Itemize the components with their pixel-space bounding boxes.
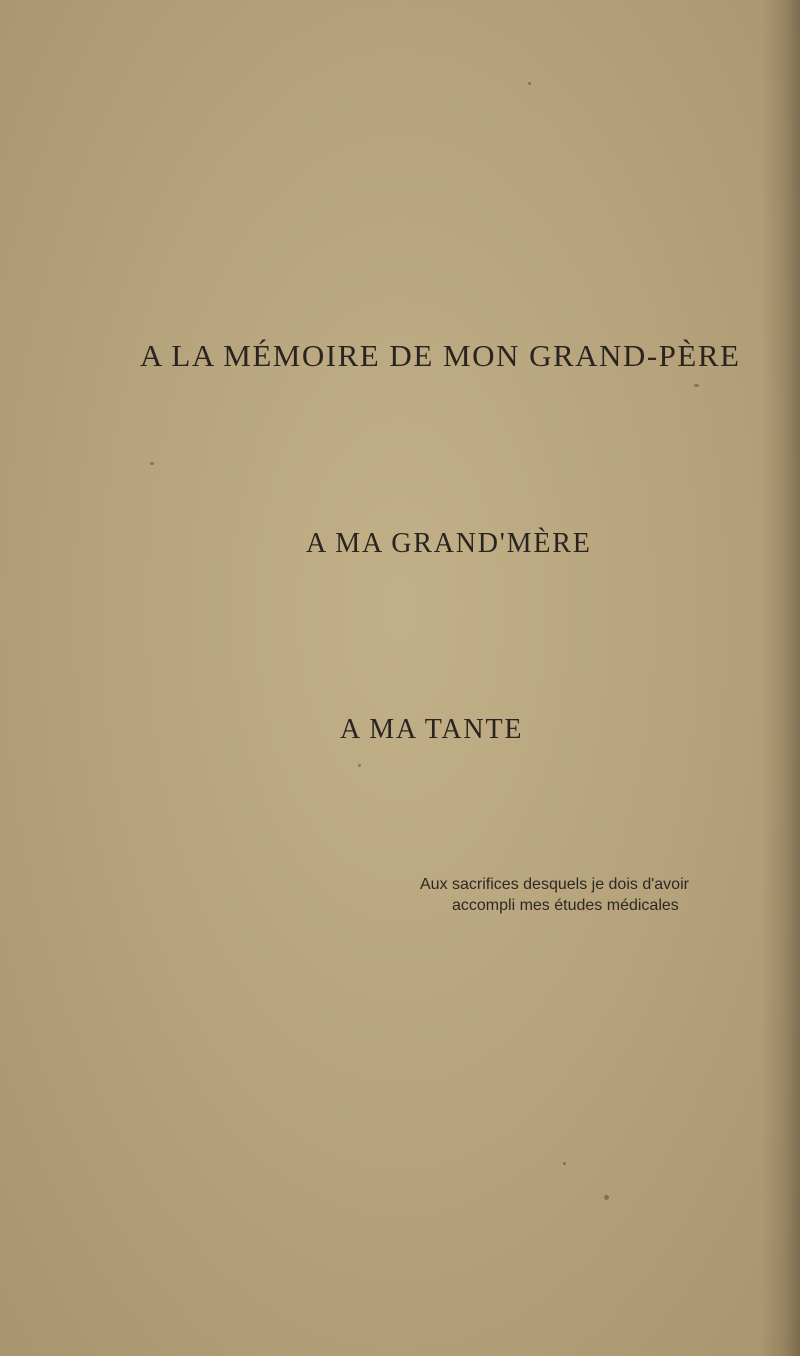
paper-speck	[528, 82, 531, 85]
note-line-1: Aux sacrifices desquels je dois d'avoir	[420, 876, 689, 893]
dedication-aunt: A MA TANTE	[340, 714, 524, 745]
dedication-grandfather: A LA MÉMOIRE DE MON GRAND-PÈRE	[140, 338, 741, 373]
paper-speck	[150, 462, 154, 465]
paper-speck	[604, 1195, 609, 1200]
paper-speck	[694, 384, 699, 387]
dedication-grandmother: A MA GRAND'MÈRE	[306, 528, 592, 559]
paper-speck	[563, 1162, 566, 1165]
paper-speck	[358, 764, 361, 767]
dedication-note	[420, 874, 689, 916]
page-edge-shadow	[762, 0, 800, 1356]
note-line-2: accompli mes études médicales	[452, 897, 679, 914]
